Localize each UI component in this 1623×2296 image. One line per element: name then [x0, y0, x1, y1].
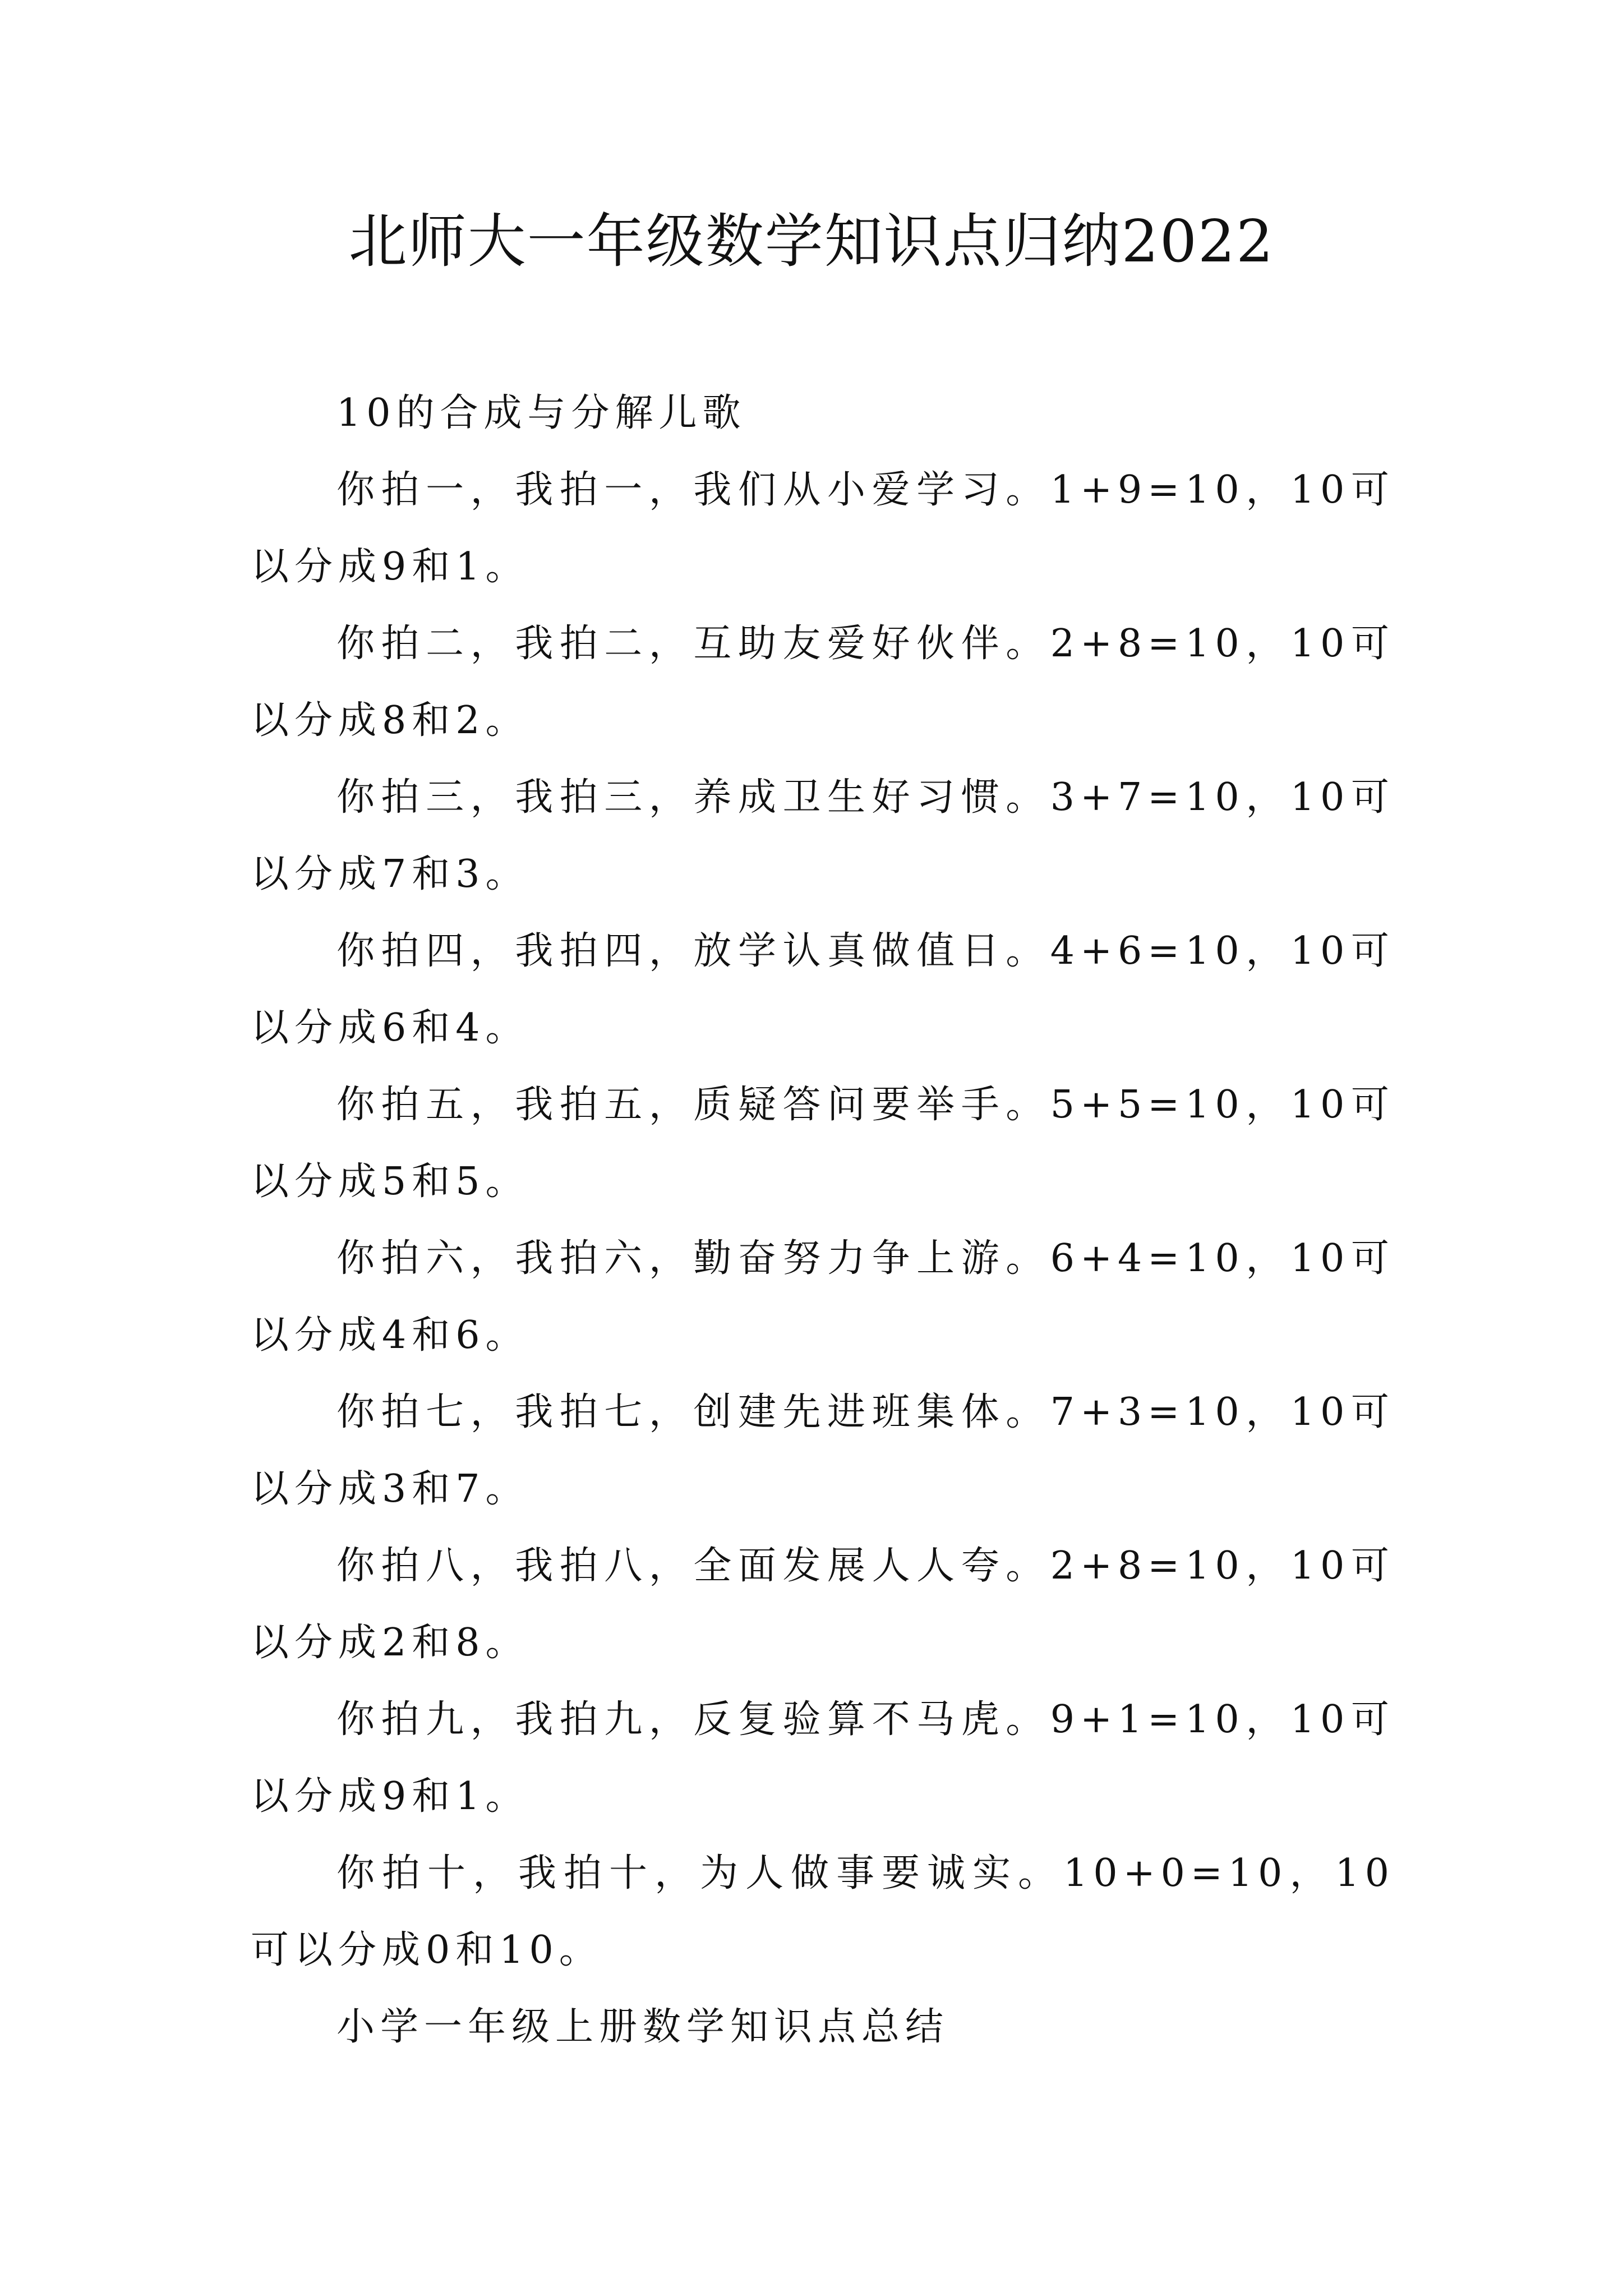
paragraph-verse-5: 你拍五，我拍五，质疑答问要举手。5+5=10，10可以分成5和5。	[251, 1083, 1395, 1204]
paragraph-verse-9: 你拍九，我拍九，反复验算不马虎。9+1=10，10可以分成9和1。	[251, 1697, 1395, 1819]
paragraph-verse-8: 你拍八，我拍八，全面发展人人夸。2+8=10，10可以分成2和8。	[251, 1544, 1395, 1665]
document-body	[251, 375, 1395, 2065]
paragraph-heading-summary: 小学一年级上册数学知识点总结	[336, 2005, 949, 2049]
paragraph-verse-6: 你拍六，我拍六，勤奋努力争上游。6+4=10，10可以分成4和6。	[251, 1236, 1395, 1358]
document-title: 北师大一年级数学知识点归纳2022	[348, 207, 1275, 275]
paragraph-verse-2: 你拍二，我拍二，互助友爱好伙伴。2+8=10，10可以分成8和2。	[251, 622, 1395, 743]
paragraph-verse-7: 你拍七，我拍七，创建先进班集体。7+3=10，10可以分成3和7。	[251, 1390, 1395, 1511]
paragraph-verse-4: 你拍四，我拍四，放学认真做值日。4+6=10，10可以分成6和4。	[251, 929, 1395, 1050]
paragraph-heading-rhyme: 10的合成与分解儿歌	[336, 391, 746, 435]
paragraph-verse-3: 你拍三，我拍三，养成卫生好习惯。3+7=10，10可以分成7和3。	[251, 775, 1395, 896]
paragraph-verse-10: 你拍十，我拍十，为人做事要诚实。10+0=10，10可以分成0和10。	[251, 1851, 1395, 1972]
paragraph-verse-1: 你拍一，我拍一，我们从小爱学习。1+9=10，10可以分成9和1。	[251, 468, 1395, 589]
